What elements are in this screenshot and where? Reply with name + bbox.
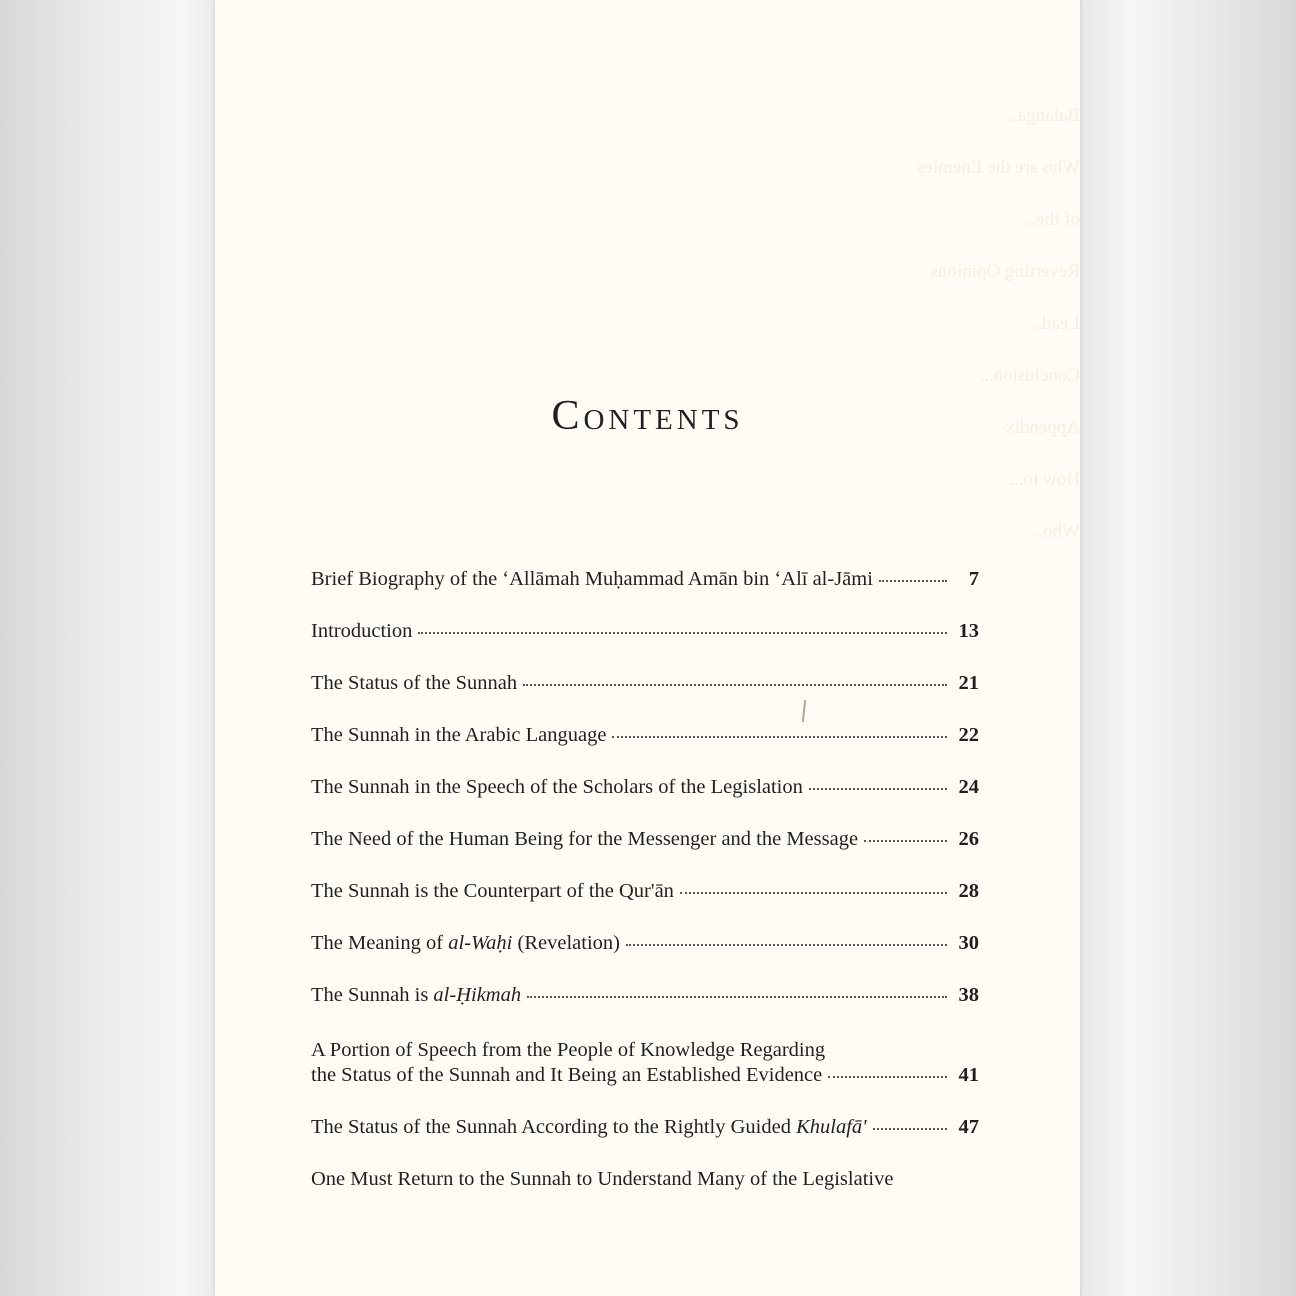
toc-title-segment: Khulafā' xyxy=(796,1116,867,1138)
toc-entry-title xyxy=(311,568,873,591)
toc-title-segment: The Need of the Human Being for the Messenger and the Message xyxy=(311,828,859,850)
toc-entry-title xyxy=(311,1064,822,1087)
toc-title-segment: The Sunnah is xyxy=(311,984,434,1006)
toc-title-segment: al-Ḥikmah xyxy=(433,984,522,1006)
toc-title-segment: The Sunnah in the Speech of the Scholars of the Legislation xyxy=(311,776,803,798)
toc-title-segment: Brief Biography of the ‘Allāmah Muḥammad Amān bin ‘Alī al-Jāmi xyxy=(311,568,873,590)
show-through-line: How to... xyxy=(1009,469,1080,490)
leader-dots xyxy=(626,944,947,946)
toc-title-segment: The Meaning of xyxy=(311,932,449,954)
leader-dots xyxy=(873,1128,947,1130)
toc-entry[interactable] xyxy=(311,828,979,880)
toc-entry[interactable] xyxy=(311,1116,979,1168)
leader-dots xyxy=(828,1076,947,1078)
toc-title-segment: al-Waḥi xyxy=(448,932,513,954)
show-through-line: Who are the Enemies of the... xyxy=(916,157,1080,230)
toc-entry-title-line: A Portion of Speech from the People of Knowledge Regarding xyxy=(311,1039,826,1061)
table-of-contents xyxy=(311,568,979,1220)
toc-page-number: 28 xyxy=(958,880,979,902)
toc-page-number: 26 xyxy=(958,828,979,850)
toc-title-segment: the Status of the Sunnah and It Being an Established Evidence xyxy=(311,1064,823,1086)
toc-entry-title xyxy=(311,932,620,955)
show-through-text xyxy=(915,90,1080,542)
leader-dots xyxy=(523,684,947,686)
toc-entry[interactable] xyxy=(311,984,979,1036)
toc-page-number: 21 xyxy=(958,672,979,694)
toc-entry-title xyxy=(311,828,858,851)
toc-entry[interactable] xyxy=(311,1168,979,1220)
toc-page-number: 24 xyxy=(958,776,979,798)
toc-page-number: 13 xyxy=(958,620,979,642)
show-through-line: Reverting Opinions Lead... xyxy=(930,261,1080,334)
toc-entry-title xyxy=(311,672,517,695)
toc-entry-title xyxy=(311,776,803,799)
show-through-line: Who... xyxy=(1028,521,1080,542)
toc-entry[interactable] xyxy=(311,776,979,828)
leader-dots xyxy=(864,840,947,842)
toc-entry[interactable] xyxy=(311,620,979,672)
toc-entry[interactable] xyxy=(311,932,979,984)
toc-title-segment: The Sunnah in the Arabic Language xyxy=(311,724,607,746)
toc-entry[interactable] xyxy=(311,1036,979,1116)
toc-entry[interactable] xyxy=(311,724,979,776)
leader-dots xyxy=(809,788,947,790)
show-through-line: Appendix xyxy=(1005,417,1080,438)
show-through-line: Conclusion... xyxy=(979,365,1080,386)
book-page xyxy=(215,0,1080,1296)
toc-page-number: 7 xyxy=(968,568,979,590)
leader-dots xyxy=(527,996,947,998)
toc-page-number: 47 xyxy=(958,1116,979,1138)
toc-title-segment: The Sunnah is the Counterpart of the Qur'ān xyxy=(311,880,674,902)
toc-entry-title xyxy=(311,620,412,643)
toc-title-segment: One Must Return to the Sunnah to Understand Many of the Legislative xyxy=(311,1168,894,1190)
page-title: Contents xyxy=(551,393,744,439)
leader-dots xyxy=(612,736,947,738)
show-through-line: Balanga... xyxy=(1003,105,1080,126)
toc-entry-title xyxy=(311,1116,867,1139)
toc-title-segment: Introduction xyxy=(311,620,413,642)
toc-page-number: 30 xyxy=(958,932,979,954)
toc-page-number: 41 xyxy=(958,1064,979,1086)
toc-entry[interactable] xyxy=(311,672,979,724)
toc-entry[interactable] xyxy=(311,880,979,932)
leader-dots xyxy=(680,892,947,894)
toc-entry-title xyxy=(311,724,606,747)
toc-title-segment: The Status of the Sunnah xyxy=(311,672,518,694)
toc-entry-title xyxy=(311,984,521,1007)
leader-dots xyxy=(879,580,947,582)
toc-entry-title xyxy=(311,880,674,903)
toc-title-segment: The Status of the Sunnah According to the Rightly Guided xyxy=(311,1116,797,1138)
toc-title-segment: (Revelation) xyxy=(512,932,620,954)
toc-page-number: 38 xyxy=(958,984,979,1006)
toc-entry[interactable] xyxy=(311,568,979,620)
leader-dots xyxy=(418,632,947,634)
toc-page-number: 22 xyxy=(958,724,979,746)
toc-entry-title xyxy=(311,1168,893,1191)
